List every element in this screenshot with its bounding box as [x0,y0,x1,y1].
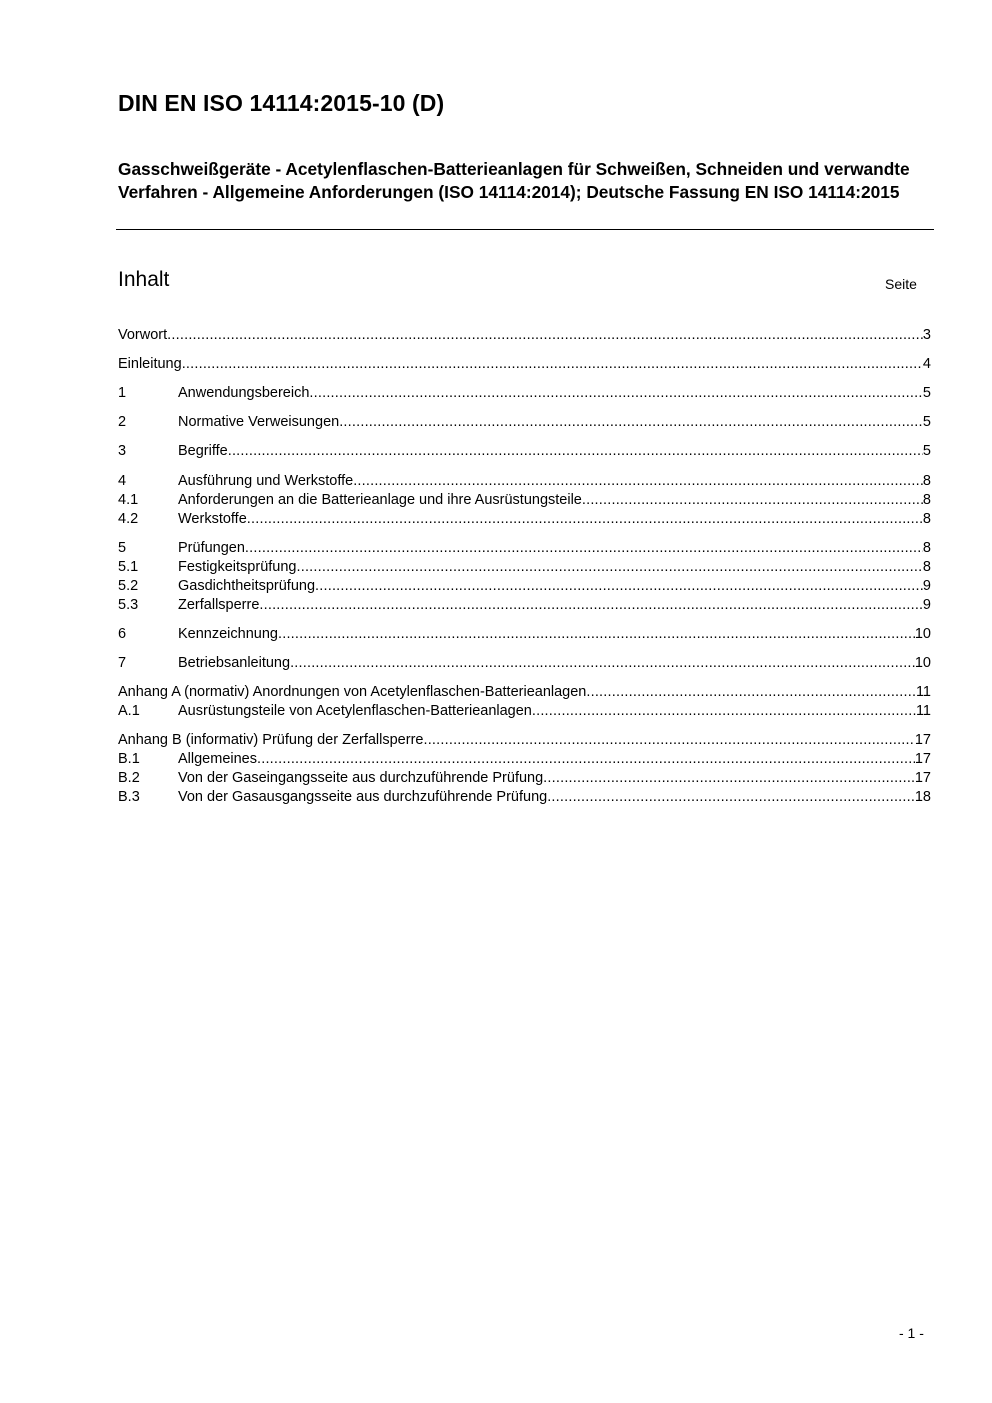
toc-entry-label: Anforderungen an die Batterieanlage und ihre Ausrüstungsteile [178,492,582,508]
toc-entry-number: B.3 [118,789,140,805]
toc-entry-einleitung[interactable] [118,355,931,374]
toc-entry-label: Allgemeines [178,751,257,767]
toc-entry-label: Kennzeichnung [178,626,278,642]
toc-entry-number: 6 [118,626,127,642]
toc-entry-4-2[interactable] [118,510,931,529]
toc-entry-label: Von der Gaseingangsseite aus durchzuführende Prüfung [178,770,544,786]
title-divider [116,229,934,230]
toc-entry-vorwort[interactable] [118,326,931,345]
toc-entry-page: 8 [922,492,931,508]
toc-entry-label: Einleitung [118,356,182,372]
toc-entry-label: Vorwort [118,327,168,343]
toc-entry-label: Prüfungen [178,540,245,556]
toc-entry-label: Gasdichtheitsprüfung [178,578,316,594]
toc-entry-page: 17 [914,751,931,767]
toc-entry-label: Festigkeitsprüfung [178,559,297,575]
toc-heading: Inhalt [118,268,170,291]
page-number: - 1 - [899,1325,924,1341]
toc-entry-number: B.2 [118,770,140,786]
toc-entry-page: 17 [914,770,931,786]
toc-entry-number: 2 [118,414,127,430]
toc-entry-5-2[interactable] [118,577,931,596]
toc-entry-label: Ausrüstungsteile von Acetylenflaschen-Batterieanlagen [178,703,532,719]
toc-entry-label [118,731,423,750]
toc-entry-4[interactable] [118,472,931,491]
toc-entry-page: 18 [914,789,931,805]
toc-entry-number: 7 [118,655,127,671]
toc-entry-4-1[interactable] [118,491,931,510]
annex-qualifier: (informativ) [185,732,259,748]
toc-entry-page: 5 [922,385,931,401]
toc-entry-label: Zerfallsperre [178,597,260,613]
toc-entry-a-1[interactable] [118,702,931,721]
toc-entry-label: Begriffe [178,443,228,459]
toc-entry-label: Betriebsanleitung [178,655,291,671]
annex-qualifier: (normativ) [184,684,250,700]
annex-title: Anordnungen von Acetylenflaschen-Batterieanlagen [252,684,587,700]
annex-label: Anhang B [118,732,182,748]
toc-entry-number: B.1 [118,751,140,767]
toc-entry-page: 3 [922,327,931,343]
toc-entry-label: Von der Gasausgangsseite aus durchzuführende Prüfung [178,789,548,805]
document-title: Gasschweißgeräte - Acetylenflaschen-Batterieanlagen für Schweißen, Schneiden und verwandte Verfahren - Allgemeine Anforderungen (ISO 14114:2014); Deutsche Fassung EN ISO 14114:2015 [118,159,910,202]
toc-entry-number: 5 [118,540,127,556]
toc-entry-5-3[interactable] [118,596,931,615]
toc-entry-page: 8 [922,540,931,556]
toc-entry-number: 1 [118,385,127,401]
page-column-label: Seite [885,276,917,292]
toc-entry-page: 4 [922,356,931,372]
toc-entry-6[interactable] [118,625,931,644]
toc-entry-2[interactable] [118,413,931,432]
toc-entry-page: 8 [922,511,931,527]
toc-entry-page: 10 [914,655,931,671]
toc-entry-b-2[interactable] [118,769,931,788]
toc-entry-page: 17 [914,732,931,748]
toc-entry-number: 4 [118,473,127,489]
toc-entry-number: 5.1 [118,559,139,575]
toc-entry-label: Werkstoffe [178,511,247,527]
toc-entry-3[interactable] [118,442,931,461]
toc-entry-page: 9 [922,597,931,613]
toc-entry-page: 11 [915,703,931,719]
toc-entry-label [118,683,586,702]
toc-entry-label: Normative Verweisungen [178,414,340,430]
toc-entry-7[interactable] [118,654,931,673]
document-id: DIN EN ISO 14114:2015-10 (D) [118,90,445,116]
toc-entry-number: 3 [118,443,127,459]
toc-entry-anhang-a[interactable] [118,683,931,702]
toc-entry-5-1[interactable] [118,558,931,577]
toc-entry-page: 11 [915,684,931,700]
toc-entry-page: 8 [922,559,931,575]
annex-title: Prüfung der Zerfallsperre [262,732,424,748]
toc-entry-page: 9 [922,578,931,594]
toc-entry-page: 8 [922,473,931,489]
toc-entry-b-3[interactable] [118,788,931,807]
toc-entry-5[interactable] [118,539,931,558]
toc-entry-b-1[interactable] [118,750,931,769]
toc-entry-number: 4.1 [118,492,139,508]
toc-entry-number: A.1 [118,703,140,719]
toc-entry-1[interactable] [118,384,931,403]
toc-entry-anhang-b[interactable] [118,731,931,750]
toc-entry-label: Ausführung und Werkstoffe [178,473,354,489]
toc-entry-number: 5.3 [118,597,139,613]
toc-entry-number: 5.2 [118,578,139,594]
annex-label: Anhang A [118,684,181,700]
toc-entry-number: 4.2 [118,511,139,527]
toc-entry-label: Anwendungsbereich [178,385,310,401]
toc-entry-page: 10 [914,626,931,642]
toc-entry-page: 5 [922,443,931,459]
table-of-contents [118,326,931,807]
toc-entry-page: 5 [922,414,931,430]
